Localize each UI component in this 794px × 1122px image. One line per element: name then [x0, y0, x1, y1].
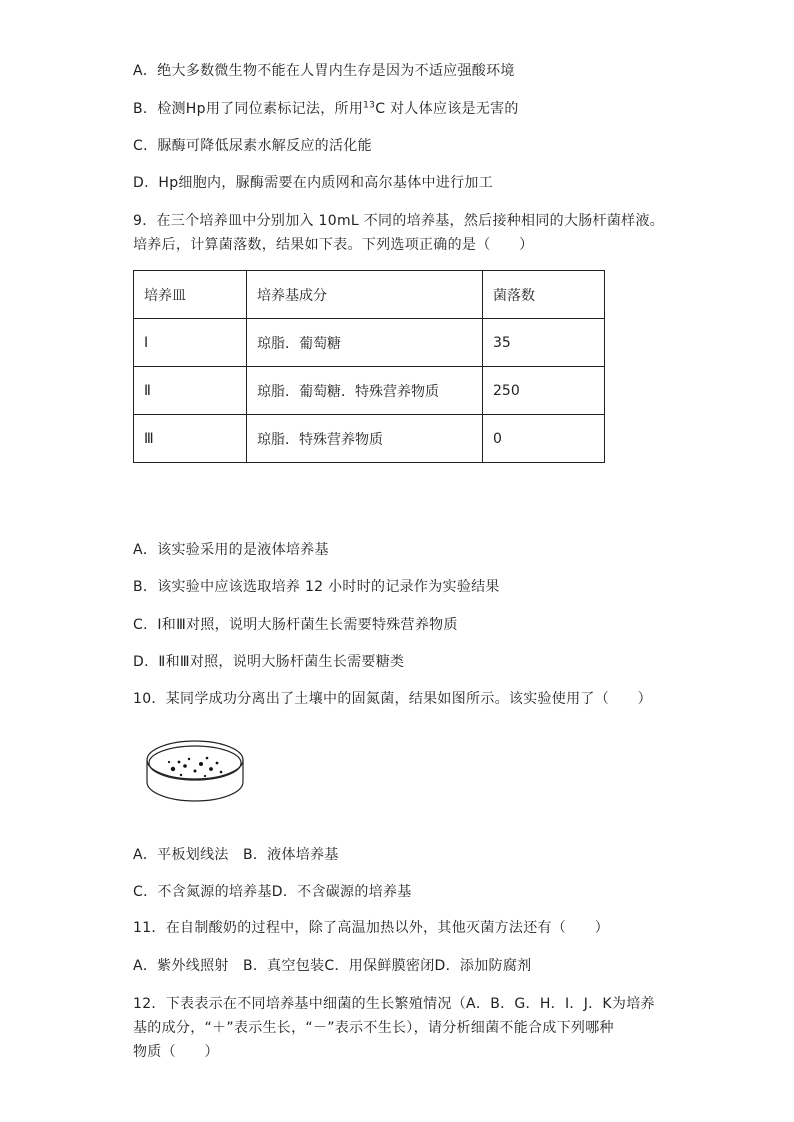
colony-dot	[220, 771, 223, 774]
culture-medium-table	[133, 270, 605, 463]
q12-stem-line3: 物质（ ）	[133, 1044, 219, 1060]
table-header-cell: 菌落数	[483, 271, 605, 319]
q10-options-line2: C．不含氮源的培养基D．不含碳源的培养基	[133, 884, 412, 900]
table-row	[134, 367, 605, 415]
dish-rim-outer	[147, 741, 243, 779]
colony-dot	[216, 762, 219, 765]
bacterial-colonies	[168, 757, 222, 777]
petri-dish-figure	[145, 738, 247, 804]
q12-stem-line1: 12．下表表示在不同培养基中细菌的生长繁殖情况（A．B．G．H．I．J．K为培养	[133, 996, 655, 1012]
table-row	[134, 415, 605, 463]
q8-option-d: D．Hp细胞内，脲酶需要在内质网和高尔基体中进行加工	[133, 175, 493, 191]
colony-dot	[209, 767, 213, 771]
q9-option-a: A．该实验采用的是液体培养基	[133, 542, 329, 558]
q8-option-b-suffix: C 对人体应该是无害的	[375, 101, 519, 117]
q11-options: A．紫外线照射 B．真空包装C．用保鲜膜密闭D．添加防腐剂	[133, 958, 532, 974]
q9-option-b: B．该实验中应该选取培养 12 小时时的记录作为实验结果	[133, 579, 500, 595]
table-cell: 250	[483, 367, 605, 415]
colony-dot	[206, 757, 209, 760]
isotope-superscript: 13	[363, 100, 376, 111]
q8-option-b	[133, 99, 519, 119]
q8-option-b-prefix: B．检测Hp用了同位素标记法，所用	[133, 101, 364, 117]
table-cell: Ⅰ	[134, 319, 247, 367]
table-header-cell: 培养基成分	[247, 271, 483, 319]
colony-dot	[168, 761, 170, 763]
q9-option-d: D．Ⅱ和Ⅲ对照，说明大肠杆菌生长需要糖类	[133, 654, 405, 670]
q11-stem: 11．在自制酸奶的过程中，除了高温加热以外，其他灭菌方法还有（ ）	[133, 920, 610, 936]
colony-dot	[171, 767, 175, 771]
colony-dot	[178, 761, 181, 764]
table-cell: 35	[483, 319, 605, 367]
q8-option-c: C．脲酶可降低尿素水解反应的活化能	[133, 138, 372, 154]
dish-rim-inner	[149, 746, 241, 780]
table-cell: 琼脂．葡萄糖	[247, 319, 483, 367]
table-cell: 琼脂．葡萄糖．特殊营养物质	[247, 367, 483, 415]
q12-stem-line2: 基的成分，“＋”表示生长，“－”表示不生长），请分析细菌不能合成下列哪种	[133, 1020, 614, 1036]
q10-stem: 10．某同学成功分离出了土壤中的固氮菌，结果如图所示。该实验使用了（ ）	[133, 691, 652, 707]
table-cell: Ⅱ	[134, 367, 247, 415]
table-row	[134, 319, 605, 367]
colony-dot	[199, 762, 203, 766]
colony-dot	[183, 764, 187, 768]
table-header-cell: 培养皿	[134, 271, 247, 319]
colony-dot	[188, 758, 190, 760]
table-cell: Ⅲ	[134, 415, 247, 463]
table-cell: 琼脂．特殊营养物质	[247, 415, 483, 463]
table-cell: 0	[483, 415, 605, 463]
table-header-row	[134, 271, 605, 319]
colony-dot	[204, 775, 206, 777]
colony-dot	[180, 774, 182, 776]
colony-dot	[194, 770, 197, 773]
q9-stem-line1: 9．在三个培养皿中分别加入 10mL 不同的培养基，然后接种相同的大肠杆菌样液。	[133, 213, 665, 229]
q9-option-c: C．Ⅰ和Ⅲ对照，说明大肠杆菌生长需要特殊营养物质	[133, 617, 458, 633]
q10-options-line1: A．平板划线法 B．液体培养基	[133, 847, 339, 863]
q8-option-a: A．绝大多数微生物不能在人胃内生存是因为不适应强酸环境	[133, 63, 515, 79]
q9-stem-line2: 培养后，计算菌落数，结果如下表。下列选项正确的是（ ）	[133, 237, 534, 253]
